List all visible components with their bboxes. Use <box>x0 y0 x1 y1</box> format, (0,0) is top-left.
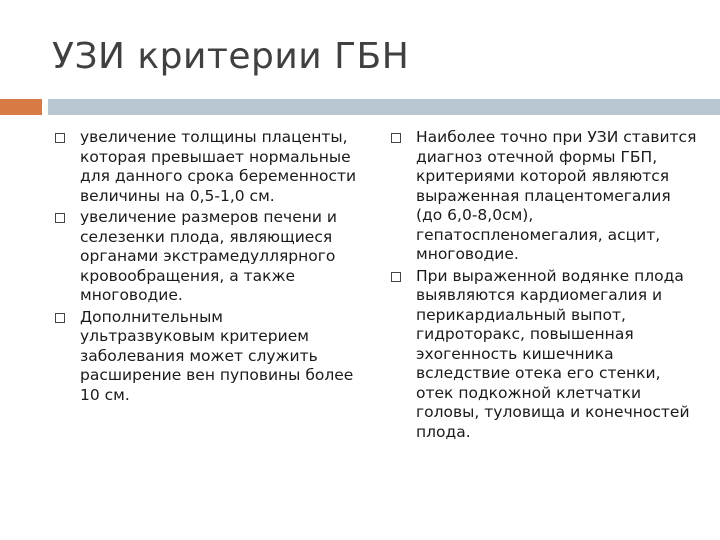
list-item <box>388 267 700 443</box>
bullet-text: увеличение размеров печени и селезенки плода, являющиеся органами экстрамедуллярного кровообращения, а также многоводие. <box>80 208 337 304</box>
left-column <box>52 128 362 407</box>
bullet-text: При выраженной водянке плода выявляются кардиомегалия и перикардиальный выпот, гидроторакс, повышенная эхогенность кишечника вследствие отека его стенки, отек подкожной клетчатки головы, туловища и конечностей плода. <box>416 266 690 441</box>
right-column <box>388 128 700 444</box>
bullet-text: Наиболее точно при УЗИ ставится диагноз отечной формы ГБП, критериями которой являются выраженная плацентомегалия (до 6,0-8,0см), гепатоспленомегалия, асцит, многоводие. <box>416 128 697 263</box>
square-bullet-icon <box>55 313 65 323</box>
list-item <box>52 128 362 206</box>
square-bullet-icon <box>55 213 65 223</box>
left-bullet-list <box>52 128 362 405</box>
square-bullet-icon <box>391 133 401 143</box>
slide-title: УЗИ критерии ГБН <box>52 36 410 77</box>
bullet-text: Дополнительным ультразвуковым критерием заболевания может служить расширение вен пуповины более 10 см. <box>80 307 354 404</box>
square-bullet-icon <box>55 133 65 143</box>
right-bullet-list <box>388 128 700 442</box>
list-item <box>388 128 700 265</box>
title-divider-bar <box>48 99 720 115</box>
bullet-text: увеличение толщины плаценты, которая превышает нормальные для данного срока беременности величины на 0,5-1,0 см. <box>80 128 357 205</box>
square-bullet-icon <box>391 272 401 282</box>
list-item <box>52 308 362 406</box>
list-item <box>52 208 362 306</box>
title-accent-bar <box>0 99 42 115</box>
